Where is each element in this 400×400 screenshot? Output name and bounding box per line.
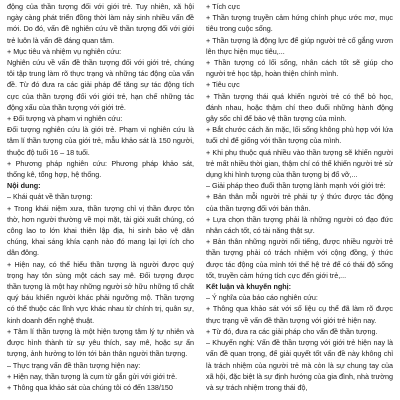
paragraph: + Bắt chước cách ăn mặc, lối sống không phù hợp với lứa tuổi chỉ để giống với thần tượng của mình. bbox=[206, 125, 393, 146]
paragraph: + Từ đó, đưa ra các giải pháp cho vấn đề thần tượng. bbox=[206, 326, 378, 336]
paragraph: – Giải pháp theo đuổi thần tượng lành mạnh với giới trẻ: bbox=[206, 181, 386, 191]
paragraph: – Khuyến nghị: Vấn đề thần tượng với giới trẻ hiện nay là vấn đề quan trọng, để giải quyết tốt vấn đề này không chỉ là trách nhiệm của người trẻ mà còn là sự chung tay của xã hội, đặc biệt là sự định hướng của gia đình, nhà trường và sự trách nhiệm trong thái độ, bbox=[206, 338, 393, 392]
paragraph: + Thần tượng truyền cảm hứng chính phục ước mơ, mục tiêu trong cuộc sống. bbox=[206, 13, 393, 34]
right-column bbox=[206, 1, 393, 400]
paragraph: + Phương pháp nghiên cứu: Phương pháp khảo sát, thống kê, tổng hợp, hệ thống. bbox=[7, 158, 194, 180]
paragraph: + Bản thân những người nổi tiếng, được nhiều người trẻ thần tượng phải có trách nhiệm với cộng đồng, ý thức được tác động của mình tới thế hệ trẻ để có thái độ sống tốt, truyền cảm hứng tích cực đến giới trẻ,... bbox=[206, 237, 393, 280]
section-heading: Kết luận và khuyến nghị: bbox=[206, 282, 292, 292]
paragraph: + Tích cực bbox=[206, 2, 241, 11]
paragraph: động của thần tượng đối với giới trẻ. Tuy nhiên, xã hội ngày càng phát triển đồng thời làm nảy sinh nhiều vấn đề mới. Do đó, vấn đề nghiên cứu về thần tượng đối với giới trẻ luôn là vấn đề đáng quan tâm. bbox=[7, 2, 194, 45]
paragraph: + Tâm lí thần tượng là một hiện tượng tâm lý tự nhiên và được hình thành từ sự yêu thích, say mê, hoặc sự ấn tượng, ảnh hưởng to lớn tới bản thân người thần tượng. bbox=[7, 326, 194, 359]
two-column-layout bbox=[7, 1, 393, 400]
paragraph: + Bản thân mỗi người trẻ phải tự ý thức được tác động của thần tượng đối với bản thân. bbox=[206, 192, 393, 213]
paragraph: + Thông qua khảo sát của chúng tôi có đến 138/150 bbox=[7, 382, 173, 392]
left-column bbox=[7, 1, 194, 400]
paragraph: + Trong khái niệm xưa, thần tượng chỉ vị thần được tôn thờ, hơn người thường về mọi mặt, tài giỏi xuất chúng, có công lao to lớn khai thiên lập địa, hi sinh bảo vệ dân chúng, khai sáng khía cạnh nào đó mang lại lợi ích cho dân đông. bbox=[7, 203, 194, 258]
paragraph: + Thần tượng thái quá khiến người trẻ có thể bỏ học, đánh nhau, hoặc thậm chí theo đuổi những hành động gây sốc chỉ để bảo vệ thần tượng của mình. bbox=[206, 91, 393, 124]
paragraph: – Khái quát về thần tượng: bbox=[7, 192, 93, 202]
paragraph: + Thông qua khảo sát với số liệu cụ thể đã làm rõ được thực trạng về vấn đề thần tượng với giới trẻ hiện nay. bbox=[206, 304, 393, 325]
paragraph: + Mục tiêu và nhiệm vụ nghiên cứu: bbox=[7, 46, 122, 56]
section-heading: Nội dung: bbox=[7, 181, 41, 191]
paragraph: + Thần tượng là động lực để giúp người trẻ cố gắng vươn lên thực hiện mục tiêu,... bbox=[206, 35, 393, 56]
paragraph: + Hiện nay, thần tượng là cụm từ gắn gửi với giới trẻ. bbox=[7, 371, 178, 381]
paragraph: Đối tượng nghiên cứu là giới trẻ. Phạm vi nghiên cứu là tâm lí thần tượng của giới trẻ, mẫu khảo sát là 150 người, thuộc độ tuổi 16 – 18 tuổi. bbox=[7, 125, 194, 157]
paragraph: + Khi phụ thuộc quá nhiều vào thần tượng sẽ khiến người trẻ mất nhiều thời gian, thậm chí có thể khiến người trẻ sử dụng khi hình tượng của thần tượng bị đổ vỡ,... bbox=[206, 147, 393, 180]
paragraph: + Tiêu cực bbox=[206, 80, 240, 90]
paragraph: + Đối tượng và phạm vi nghiên cứu: bbox=[7, 114, 123, 124]
paragraph: + Thần tượng có lối sống, nhân cách tốt sẽ giúp cho người trẻ học tập, hoàn thiện chính mình. bbox=[206, 58, 393, 79]
paragraph: + Hiện nay, có thể hiểu thần tượng là người được quý trọng hay tôn sùng một cách say mê. Đối tượng được thần tượng là một hay những người sở hữu những tố chất quý báu khiến người khác phải ngưỡng mộ. Thần tượng có thể thuộc các lĩnh vực khác nhau từ chính trị, quân sự, kinh doanh đến nghệ thuật. bbox=[7, 259, 194, 325]
paragraph: – Ý nghĩa của báo cáo nghiên cứu: bbox=[206, 293, 318, 303]
paragraph: – Thực trạng vấn đề thần tượng hiện nay: bbox=[7, 360, 141, 370]
paragraph: + Lựa chọn thần tượng phải là những người có đạo đức nhân cách tốt, có tài năng thật sự. bbox=[206, 214, 393, 236]
paragraph: Nghiên cứu về vấn đề thần tượng đối với giới trẻ, chúng tôi tập trung làm rõ thực trạng và những tác động của vấn đề. Từ đó đưa ra các giải pháp để tăng sự tác động tích cực của thần tượng đối với giới trẻ, hạn chế những tác động xấu của thần tượng với giới trẻ. bbox=[7, 58, 194, 112]
